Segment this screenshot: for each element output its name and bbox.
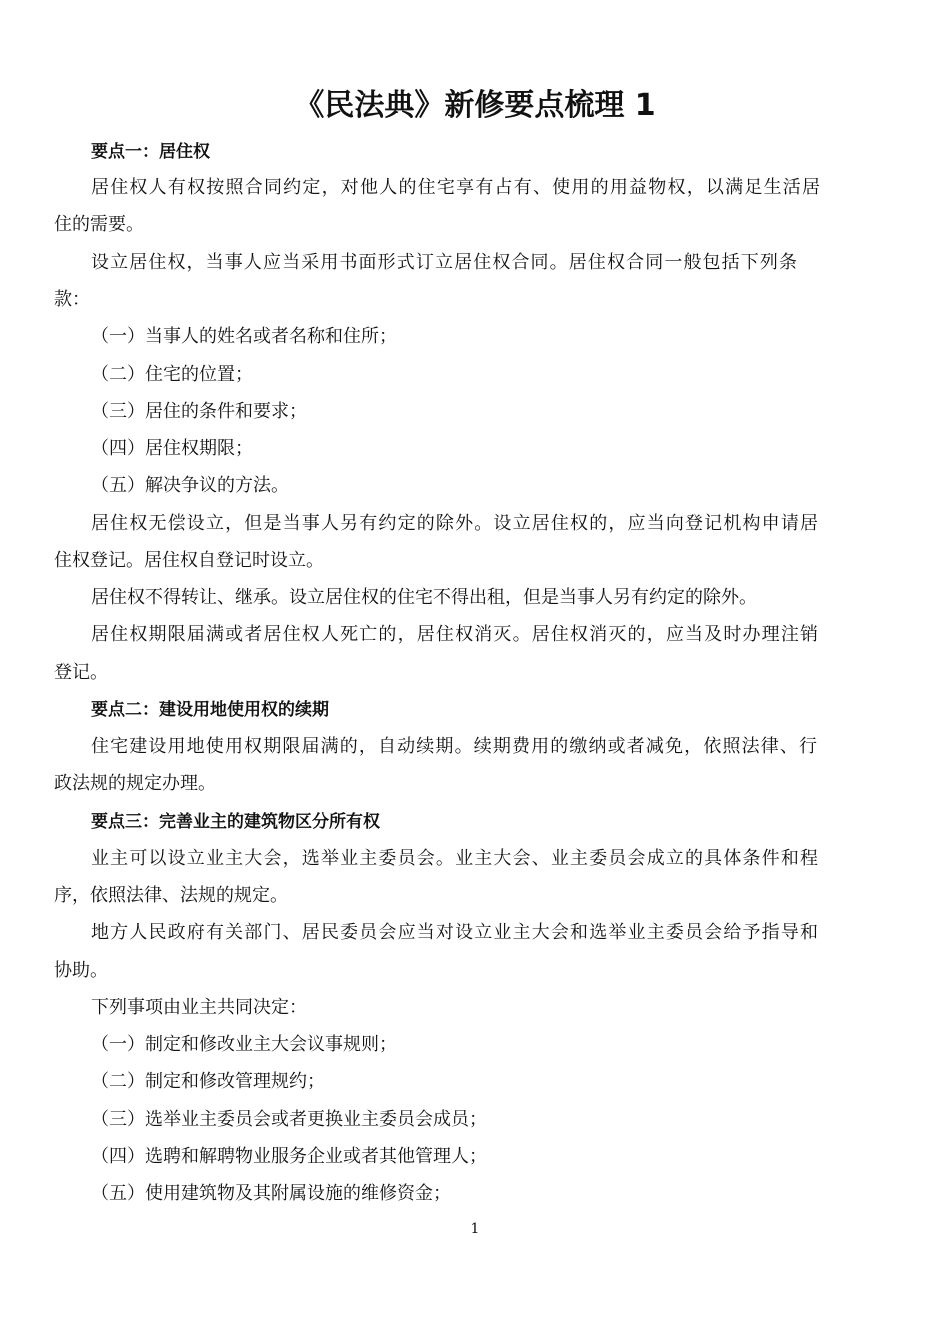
paragraph-line: 住的需要。 <box>54 214 144 235</box>
page-number: 1 <box>470 1221 480 1237</box>
paragraph-line: 居住权期限届满或者居住权人死亡的，居住权消灭。居住权消灭的，应当及时办理注销 <box>91 624 818 645</box>
list-item: （三）居住的条件和要求； <box>91 401 307 422</box>
paragraph-line: 住宅建设用地使用权期限届满的，自动续期。续期费用的缴纳或者减免，依照法律、行 <box>91 736 817 757</box>
paragraph-line: 协助。 <box>54 960 108 981</box>
paragraph-line: 设立居住权，当事人应当采用书面形式订立居住权合同。居住权合同一般包括下列条 <box>91 252 797 273</box>
paragraph-line: 住权登记。居住权自登记时设立。 <box>54 550 324 571</box>
document-title: 《民法典》新修要点梳理 1 <box>294 88 656 123</box>
paragraph-line: 业主可以设立业主大会，选举业主委员会。业主大会、业主委员会成立的具体条件和程 <box>91 848 818 869</box>
paragraph-line: 政法规的规定办理。 <box>54 773 216 794</box>
list-item: （一）当事人的姓名或者名称和住所； <box>91 326 397 347</box>
paragraph-line: 款： <box>54 289 90 310</box>
list-item: （五）解决争议的方法。 <box>91 475 289 496</box>
section-heading-1: 要点一：居住权 <box>91 142 210 162</box>
paragraph-line: 下列事项由业主共同决定： <box>91 997 307 1018</box>
list-item: （二）制定和修改管理规约； <box>91 1071 325 1092</box>
paragraph-line: 居住权人有权按照合同约定，对他人的住宅享有占有、使用的用益物权，以满足生活居 <box>91 177 820 198</box>
section-heading-3: 要点三：完善业主的建筑物区分所有权 <box>91 812 380 832</box>
paragraph-line: 居住权不得转让、继承。设立居住权的住宅不得出租，但是当事人另有约定的除外。 <box>91 587 757 608</box>
paragraph-line: 登记。 <box>54 662 108 683</box>
paragraph-line: 地方人民政府有关部门、居民委员会应当对设立业主大会和选举业主委员会给予指导和 <box>91 922 818 943</box>
list-item: （四）居住权期限； <box>91 438 253 459</box>
paragraph-line: 居住权无偿设立，但是当事人另有约定的除外。设立居住权的，应当向登记机构申请居 <box>91 513 818 534</box>
list-item: （一）制定和修改业主大会议事规则； <box>91 1034 397 1055</box>
paragraph-line: 序，依照法律、法规的规定。 <box>54 885 288 906</box>
section-heading-2: 要点二：建设用地使用权的续期 <box>91 700 329 720</box>
list-item: （二）住宅的位置； <box>91 364 253 385</box>
list-item: （四）选聘和解聘物业服务企业或者其他管理人； <box>91 1146 487 1167</box>
list-item: （五）使用建筑物及其附属设施的维修资金； <box>91 1183 451 1204</box>
list-item: （三）选举业主委员会或者更换业主委员会成员； <box>91 1109 487 1130</box>
